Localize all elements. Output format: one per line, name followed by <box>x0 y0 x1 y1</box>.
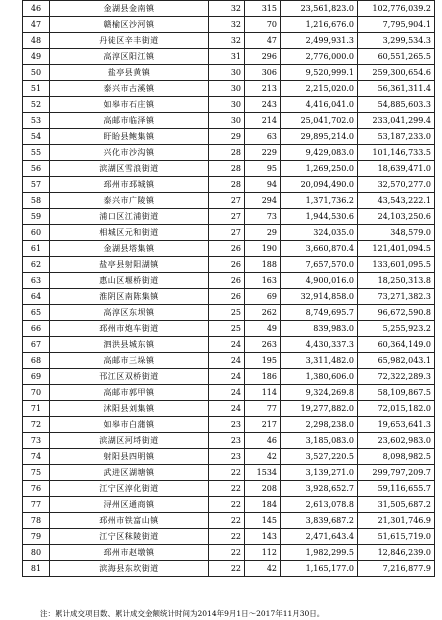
amount-2-cell: 43,543,222.1 <box>358 193 435 209</box>
amount-1-cell: 3,928,652.7 <box>281 481 358 497</box>
amount-2-cell: 133,601,095.5 <box>358 257 435 273</box>
table-row <box>23 161 435 177</box>
town-name-cell: 浔州区通商镇 <box>50 497 209 513</box>
town-name-cell: 泰兴市广陵镇 <box>50 193 209 209</box>
table-row <box>23 337 435 353</box>
table-row <box>23 257 435 273</box>
table-row <box>23 529 435 545</box>
amount-2-cell: 101,146,733.5 <box>358 145 435 161</box>
project-count-cell: 188 <box>245 257 281 273</box>
town-name-cell: 高邮市临泽镇 <box>50 113 209 129</box>
table-row <box>23 385 435 401</box>
project-count-cell: 315 <box>245 1 281 17</box>
amount-1-cell: 1,165,177.0 <box>281 561 358 577</box>
rank-value-cell: 23 <box>209 417 245 433</box>
table-row <box>23 289 435 305</box>
amount-1-cell: 3,185,083.0 <box>281 433 358 449</box>
row-number-cell: 62 <box>23 257 50 273</box>
table-row <box>23 49 435 65</box>
table-row <box>23 321 435 337</box>
rank-value-cell: 32 <box>209 17 245 33</box>
row-number-cell: 59 <box>23 209 50 225</box>
town-name-cell: 武进区湖塘镇 <box>50 465 209 481</box>
project-count-cell: 49 <box>245 321 281 337</box>
town-name-cell: 邳州市铁富山镇 <box>50 513 209 529</box>
amount-2-cell: 7,795,904.1 <box>358 17 435 33</box>
town-name-cell: 相城区元和街道 <box>50 225 209 241</box>
amount-1-cell: 1,982,299.5 <box>281 545 358 561</box>
rank-value-cell: 28 <box>209 177 245 193</box>
project-count-cell: 186 <box>245 369 281 385</box>
town-name-cell: 如皋市白蒲镇 <box>50 417 209 433</box>
row-number-cell: 49 <box>23 49 50 65</box>
amount-1-cell: 19,277,882.0 <box>281 401 358 417</box>
row-number-cell: 50 <box>23 65 50 81</box>
table-row <box>23 145 435 161</box>
project-count-cell: 46 <box>245 433 281 449</box>
rank-value-cell: 26 <box>209 241 245 257</box>
town-name-cell: 盐亭县射阳湖镇 <box>50 257 209 273</box>
project-count-cell: 184 <box>245 497 281 513</box>
amount-2-cell: 348,579.0 <box>358 225 435 241</box>
project-count-cell: 29 <box>245 225 281 241</box>
table-row <box>23 209 435 225</box>
amount-1-cell: 9,520,999.1 <box>281 65 358 81</box>
table-row <box>23 561 435 577</box>
town-name-cell: 惠山区堰桥街道 <box>50 273 209 289</box>
amount-1-cell: 4,900,016.0 <box>281 273 358 289</box>
amount-2-cell: 8,098,982.5 <box>358 449 435 465</box>
project-count-cell: 73 <box>245 209 281 225</box>
row-number-cell: 51 <box>23 81 50 97</box>
town-name-cell: 淮阴区南陈集镇 <box>50 289 209 305</box>
project-count-cell: 214 <box>245 113 281 129</box>
amount-2-cell: 5,255,923.2 <box>358 321 435 337</box>
project-count-cell: 296 <box>245 49 281 65</box>
town-name-cell: 泰兴市古溪镇 <box>50 81 209 97</box>
project-count-cell: 63 <box>245 129 281 145</box>
rank-value-cell: 23 <box>209 449 245 465</box>
row-number-cell: 53 <box>23 113 50 129</box>
table-row <box>23 65 435 81</box>
town-name-cell: 高邮市郭甲镇 <box>50 385 209 401</box>
amount-1-cell: 32,914,858.0 <box>281 289 358 305</box>
table-row <box>23 129 435 145</box>
project-count-cell: 190 <box>245 241 281 257</box>
table-row <box>23 417 435 433</box>
amount-2-cell: 121,401,094.5 <box>358 241 435 257</box>
amount-2-cell: 51,615,719.0 <box>358 529 435 545</box>
amount-2-cell: 65,982,043.1 <box>358 353 435 369</box>
table-row <box>23 353 435 369</box>
town-name-cell: 沭阳县刘集镇 <box>50 401 209 417</box>
town-name-cell: 邳州市炮车街道 <box>50 321 209 337</box>
row-number-cell: 79 <box>23 529 50 545</box>
amount-2-cell: 73,271,382.3 <box>358 289 435 305</box>
table-row <box>23 305 435 321</box>
project-count-cell: 114 <box>245 385 281 401</box>
table-row <box>23 81 435 97</box>
amount-2-cell: 259,300,654.6 <box>358 65 435 81</box>
amount-2-cell: 24,103,250.6 <box>358 209 435 225</box>
amount-2-cell: 19,653,641.3 <box>358 417 435 433</box>
amount-1-cell: 1,269,250.0 <box>281 161 358 177</box>
amount-1-cell: 9,324,269.8 <box>281 385 358 401</box>
town-name-cell: 泗洪县城东镇 <box>50 337 209 353</box>
row-number-cell: 66 <box>23 321 50 337</box>
row-number-cell: 71 <box>23 401 50 417</box>
amount-2-cell: 31,505,687.2 <box>358 497 435 513</box>
amount-1-cell: 2,471,643.4 <box>281 529 358 545</box>
amount-1-cell: 3,660,870.4 <box>281 241 358 257</box>
rank-value-cell: 27 <box>209 209 245 225</box>
amount-1-cell: 4,416,041.0 <box>281 97 358 113</box>
row-number-cell: 80 <box>23 545 50 561</box>
project-count-cell: 77 <box>245 401 281 417</box>
amount-1-cell: 2,776,000.0 <box>281 49 358 65</box>
table-row <box>23 33 435 49</box>
table-row <box>23 401 435 417</box>
amount-1-cell: 25,041,702.0 <box>281 113 358 129</box>
amount-2-cell: 21,301,746.9 <box>358 513 435 529</box>
rank-value-cell: 29 <box>209 129 245 145</box>
amount-2-cell: 32,570,277.0 <box>358 177 435 193</box>
row-number-cell: 73 <box>23 433 50 449</box>
town-name-cell: 邗江区双桥街道 <box>50 369 209 385</box>
rank-value-cell: 24 <box>209 337 245 353</box>
project-count-cell: 145 <box>245 513 281 529</box>
amount-2-cell: 7,216,877.9 <box>358 561 435 577</box>
amount-1-cell: 23,561,823.0 <box>281 1 358 17</box>
project-count-cell: 263 <box>245 337 281 353</box>
town-name-cell: 江宁区秣陵街道 <box>50 529 209 545</box>
rank-value-cell: 26 <box>209 273 245 289</box>
rank-value-cell: 22 <box>209 545 245 561</box>
row-number-cell: 72 <box>23 417 50 433</box>
project-count-cell: 1534 <box>245 465 281 481</box>
rank-value-cell: 27 <box>209 193 245 209</box>
amount-1-cell: 324,035.0 <box>281 225 358 241</box>
rank-value-cell: 24 <box>209 369 245 385</box>
project-count-cell: 294 <box>245 193 281 209</box>
town-name-cell: 如皋市石庄镇 <box>50 97 209 113</box>
rank-value-cell: 24 <box>209 385 245 401</box>
amount-2-cell: 23,602,983.0 <box>358 433 435 449</box>
rank-value-cell: 31 <box>209 49 245 65</box>
amount-1-cell: 2,499,931.3 <box>281 33 358 49</box>
town-name-cell: 盱眙县鲍集镇 <box>50 129 209 145</box>
rank-value-cell: 32 <box>209 1 245 17</box>
rank-value-cell: 26 <box>209 289 245 305</box>
project-count-cell: 94 <box>245 177 281 193</box>
rank-value-cell: 30 <box>209 65 245 81</box>
table-body <box>23 1 435 577</box>
project-count-cell: 112 <box>245 545 281 561</box>
amount-1-cell: 1,371,736.2 <box>281 193 358 209</box>
rank-value-cell: 27 <box>209 225 245 241</box>
town-name-cell: 滨湖区雪浪街道 <box>50 161 209 177</box>
row-number-cell: 63 <box>23 273 50 289</box>
row-number-cell: 75 <box>23 465 50 481</box>
amount-1-cell: 2,298,238.0 <box>281 417 358 433</box>
table-row <box>23 113 435 129</box>
table-row <box>23 433 435 449</box>
table-row <box>23 273 435 289</box>
rank-value-cell: 22 <box>209 561 245 577</box>
row-number-cell: 65 <box>23 305 50 321</box>
row-number-cell: 68 <box>23 353 50 369</box>
rank-value-cell: 28 <box>209 145 245 161</box>
amount-1-cell: 3,139,271.0 <box>281 465 358 481</box>
town-name-cell: 邳州市邳城镇 <box>50 177 209 193</box>
row-number-cell: 48 <box>23 33 50 49</box>
project-count-cell: 208 <box>245 481 281 497</box>
table-row <box>23 177 435 193</box>
town-name-cell: 丹徒区辛丰街道 <box>50 33 209 49</box>
amount-2-cell: 60,551,265.5 <box>358 49 435 65</box>
town-name-cell: 赣榆区沙河镇 <box>50 17 209 33</box>
row-number-cell: 47 <box>23 17 50 33</box>
row-number-cell: 67 <box>23 337 50 353</box>
footnote: 注：累计成交项目数、累计成交金额统计时间为2014年9月1日～2017年11月30日。 <box>40 609 325 618</box>
project-count-cell: 95 <box>245 161 281 177</box>
row-number-cell: 52 <box>23 97 50 113</box>
amount-2-cell: 59,116,655.7 <box>358 481 435 497</box>
rank-value-cell: 24 <box>209 353 245 369</box>
row-number-cell: 58 <box>23 193 50 209</box>
project-count-cell: 163 <box>245 273 281 289</box>
row-number-cell: 46 <box>23 1 50 17</box>
rank-value-cell: 30 <box>209 81 245 97</box>
rank-value-cell: 22 <box>209 513 245 529</box>
rank-value-cell: 25 <box>209 305 245 321</box>
town-name-cell: 盐亭县黄镇 <box>50 65 209 81</box>
row-number-cell: 74 <box>23 449 50 465</box>
row-number-cell: 81 <box>23 561 50 577</box>
amount-2-cell: 233,041,299.4 <box>358 113 435 129</box>
table-row <box>23 193 435 209</box>
table-row <box>23 513 435 529</box>
row-number-cell: 61 <box>23 241 50 257</box>
project-count-cell: 217 <box>245 417 281 433</box>
project-count-cell: 143 <box>245 529 281 545</box>
town-name-cell: 滨湖区河埒街道 <box>50 433 209 449</box>
table-row <box>23 225 435 241</box>
amount-2-cell: 58,109,867.5 <box>358 385 435 401</box>
amount-2-cell: 18,639,471.0 <box>358 161 435 177</box>
amount-1-cell: 2,613,078.8 <box>281 497 358 513</box>
amount-1-cell: 7,657,570.0 <box>281 257 358 273</box>
rank-value-cell: 26 <box>209 257 245 273</box>
amount-1-cell: 1,216,676.0 <box>281 17 358 33</box>
table-row <box>23 97 435 113</box>
town-name-cell: 金湖县金南镇 <box>50 1 209 17</box>
table-row <box>23 545 435 561</box>
row-number-cell: 55 <box>23 145 50 161</box>
rank-value-cell: 22 <box>209 465 245 481</box>
project-count-cell: 213 <box>245 81 281 97</box>
row-number-cell: 76 <box>23 481 50 497</box>
amount-2-cell: 54,885,603.3 <box>358 97 435 113</box>
rank-value-cell: 23 <box>209 433 245 449</box>
amount-1-cell: 839,983.0 <box>281 321 358 337</box>
amount-2-cell: 96,672,590.8 <box>358 305 435 321</box>
row-number-cell: 57 <box>23 177 50 193</box>
amount-2-cell: 299,797,209.7 <box>358 465 435 481</box>
row-number-cell: 54 <box>23 129 50 145</box>
town-name-cell: 高淳区东坝镇 <box>50 305 209 321</box>
amount-1-cell: 3,839,687.2 <box>281 513 358 529</box>
row-number-cell: 78 <box>23 513 50 529</box>
town-name-cell: 浦口区江浦街道 <box>50 209 209 225</box>
rank-value-cell: 22 <box>209 481 245 497</box>
amount-2-cell: 3,299,534.3 <box>358 33 435 49</box>
amount-1-cell: 3,527,220.5 <box>281 449 358 465</box>
amount-1-cell: 2,215,020.0 <box>281 81 358 97</box>
amount-2-cell: 53,187,233.0 <box>358 129 435 145</box>
table-row <box>23 497 435 513</box>
project-count-cell: 70 <box>245 17 281 33</box>
row-number-cell: 77 <box>23 497 50 513</box>
table-row <box>23 369 435 385</box>
project-count-cell: 42 <box>245 561 281 577</box>
project-count-cell: 195 <box>245 353 281 369</box>
table-row <box>23 17 435 33</box>
amount-2-cell: 60,364,149.0 <box>358 337 435 353</box>
town-name-cell: 高淳区阳江镇 <box>50 49 209 65</box>
town-name-cell: 兴化市沙沟镇 <box>50 145 209 161</box>
amount-1-cell: 1,944,530.6 <box>281 209 358 225</box>
rank-value-cell: 30 <box>209 113 245 129</box>
amount-1-cell: 9,429,083.0 <box>281 145 358 161</box>
rank-value-cell: 22 <box>209 497 245 513</box>
town-name-cell: 金湖县塔集镇 <box>50 241 209 257</box>
town-name-cell: 江宁区淳化街道 <box>50 481 209 497</box>
amount-2-cell: 18,250,313.8 <box>358 273 435 289</box>
data-table <box>22 0 435 577</box>
project-count-cell: 262 <box>245 305 281 321</box>
town-name-cell: 射阳县四明镇 <box>50 449 209 465</box>
rank-value-cell: 24 <box>209 401 245 417</box>
amount-1-cell: 29,895,214.0 <box>281 129 358 145</box>
table-row <box>23 449 435 465</box>
row-number-cell: 70 <box>23 385 50 401</box>
rank-value-cell: 28 <box>209 161 245 177</box>
project-count-cell: 69 <box>245 289 281 305</box>
table-row <box>23 481 435 497</box>
amount-2-cell: 72,322,289.3 <box>358 369 435 385</box>
amount-1-cell: 20,094,490.0 <box>281 177 358 193</box>
amount-1-cell: 8,749,695.7 <box>281 305 358 321</box>
amount-2-cell: 56,361,311.4 <box>358 81 435 97</box>
row-number-cell: 69 <box>23 369 50 385</box>
row-number-cell: 64 <box>23 289 50 305</box>
project-count-cell: 306 <box>245 65 281 81</box>
rank-value-cell: 30 <box>209 97 245 113</box>
town-name-cell: 滨海县东坎街道 <box>50 561 209 577</box>
amount-1-cell: 3,311,482.0 <box>281 353 358 369</box>
project-count-cell: 229 <box>245 145 281 161</box>
amount-2-cell: 102,776,039.2 <box>358 1 435 17</box>
town-name-cell: 邳州市赵墩镇 <box>50 545 209 561</box>
table-row <box>23 241 435 257</box>
row-number-cell: 60 <box>23 225 50 241</box>
table-row <box>23 1 435 17</box>
rank-value-cell: 22 <box>209 529 245 545</box>
amount-2-cell: 12,846,239.0 <box>358 545 435 561</box>
rank-value-cell: 25 <box>209 321 245 337</box>
project-count-cell: 42 <box>245 449 281 465</box>
amount-1-cell: 1,380,606.0 <box>281 369 358 385</box>
row-number-cell: 56 <box>23 161 50 177</box>
project-count-cell: 47 <box>245 33 281 49</box>
project-count-cell: 243 <box>245 97 281 113</box>
amount-2-cell: 72,015,182.0 <box>358 401 435 417</box>
amount-1-cell: 4,430,337.3 <box>281 337 358 353</box>
rank-value-cell: 32 <box>209 33 245 49</box>
town-name-cell: 高邮市三垛镇 <box>50 353 209 369</box>
table-row <box>23 465 435 481</box>
